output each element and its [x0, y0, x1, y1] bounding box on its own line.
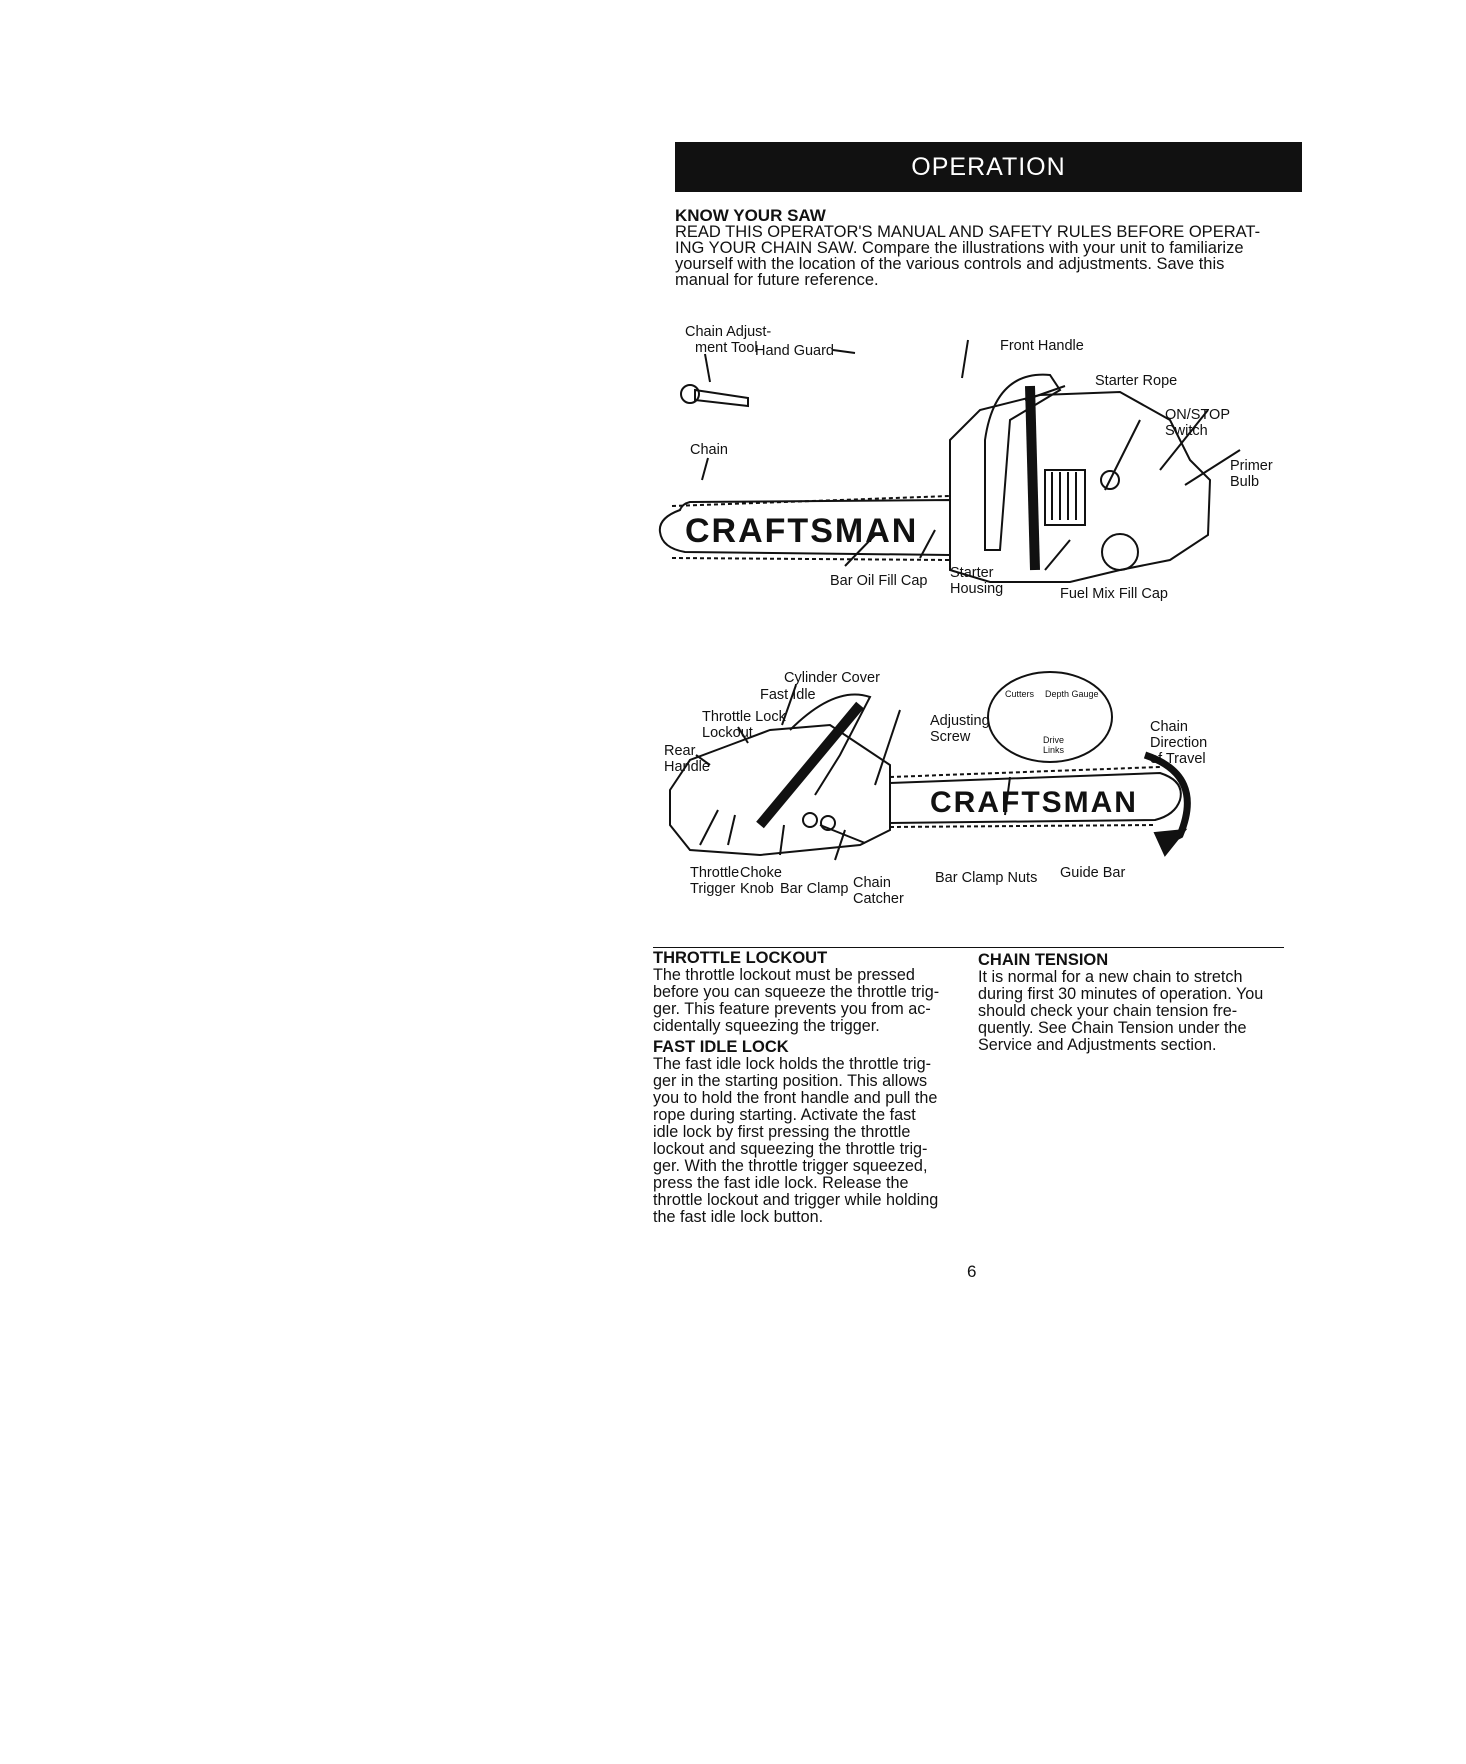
label-chain: Chain — [690, 442, 728, 458]
label-bar-clamp-nuts: Bar Clamp Nuts — [935, 870, 1038, 886]
label-guide-bar: Guide Bar — [1060, 865, 1126, 881]
label-on-stop-switch: ON/STOP — [1165, 407, 1230, 423]
chain-tension-heading: CHAIN TENSION — [978, 951, 1109, 969]
label-drive-links: Links — [1043, 745, 1065, 755]
body-line: lockout and squeezing the throttle trig- — [653, 1140, 928, 1158]
label-primer-bulb: Primer — [1230, 458, 1273, 474]
body-line: you to hold the front handle and pull the — [653, 1089, 938, 1107]
label-cylinder-cover: Cylinder Cover — [784, 670, 880, 686]
body-line: quently. See Chain Tension under the — [978, 1019, 1247, 1037]
page-number: 6 — [967, 1262, 977, 1281]
label-chain-adjust-tool: ment Tool — [695, 340, 758, 356]
right-column — [978, 952, 1284, 1054]
adjust-tool-shape — [681, 385, 748, 406]
front-handle-bar — [1030, 386, 1035, 570]
label-chain-catcher: Chain — [853, 875, 891, 891]
throttle-lockout-heading: THROTTLE LOCKOUT — [653, 949, 828, 967]
label-cutters: Cutters — [1005, 689, 1035, 699]
body-line: ger. With the throttle trigger squeezed, — [653, 1157, 928, 1175]
intro-heading: KNOW YOUR SAW — [675, 206, 826, 225]
section-banner — [675, 142, 1302, 192]
label-on-stop-switch: Switch — [1165, 423, 1208, 439]
bar-nut — [803, 813, 817, 827]
label-chain-direction: Chain — [1150, 719, 1188, 735]
body-line: should check your chain tension fre- — [978, 1002, 1238, 1020]
label-drive-links: Drive — [1043, 735, 1065, 745]
body-line: idle lock by first pressing the throttle — [653, 1123, 911, 1141]
intro-line: manual for future reference. — [675, 271, 879, 289]
label-chain-adjust-tool: Chain Adjust- — [685, 324, 772, 340]
body-line: cidentally squeezing the trigger. — [653, 1017, 880, 1035]
label-throttle-trigger: Trigger — [690, 881, 736, 897]
label-front-handle: Front Handle — [1000, 338, 1084, 354]
intro-block — [675, 208, 1285, 288]
handle-hoop — [985, 375, 1060, 550]
label-hand-guard: Hand Guard — [755, 343, 834, 359]
left-column — [653, 950, 958, 1226]
body-line: during first 30 minutes of operation. You — [978, 985, 1264, 1003]
saw-body-outline — [670, 725, 890, 855]
label-starter-housing: Housing — [950, 581, 1004, 597]
label-throttle-trigger: Throttle — [690, 865, 740, 881]
body-line: ger. This feature prevents you from ac- — [653, 1000, 931, 1018]
section-title: OPERATION — [911, 152, 1066, 181]
body-line: before you can squeeze the throttle trig- — [653, 983, 940, 1001]
label-adjusting-screw: Adjusting — [930, 713, 990, 729]
body-line: rope during starting. Activate the fast — [653, 1106, 916, 1124]
body-line: The throttle lockout must be pressed — [653, 966, 915, 984]
label-choke-knob: Choke — [740, 865, 782, 881]
fuel-cap-shape — [1102, 534, 1138, 570]
body-line: The fast idle lock holds the throttle trig- — [653, 1055, 932, 1073]
label-chain-direction: Direction — [1150, 735, 1208, 751]
intro-line: READ THIS OPERATOR'S MANUAL AND SAFETY RULES BEFORE OPERAT- — [675, 223, 1261, 241]
body-line: press the fast idle lock. Release the — [653, 1174, 909, 1192]
fast-idle-lock-heading: FAST IDLE LOCK — [653, 1038, 789, 1056]
label-choke-knob: Knob — [740, 881, 774, 897]
body-line: Service and Adjustments section. — [978, 1036, 1217, 1054]
chainsaw-diagram-bottom — [660, 665, 1220, 930]
section-rule — [653, 947, 1284, 948]
label-starter-rope: Starter Rope — [1095, 373, 1178, 389]
label-adjusting-screw: Screw — [930, 729, 971, 745]
body-line: the fast idle lock button. — [653, 1208, 824, 1226]
label-throttle-lockout: Throttle Lock — [702, 709, 786, 725]
body-line: throttle lockout and trigger while holding — [653, 1191, 939, 1209]
brand-logo: CRAFTSMAN — [930, 786, 1138, 819]
label-primer-bulb: Bulb — [1230, 474, 1260, 490]
intro-line: ING YOUR CHAIN SAW. Compare the illustrations with your unit to familiarize — [675, 239, 1244, 257]
body-line: It is normal for a new chain to stretch — [978, 968, 1243, 986]
label-fast-idle: Fast Idle — [760, 687, 816, 703]
label-rear-handle: Handle — [664, 759, 710, 775]
label-depth-gauge: Depth Gauge — [1045, 689, 1099, 699]
chainsaw-diagram-top — [650, 320, 1290, 650]
label-chain-direction: of Travel — [1150, 751, 1206, 767]
label-fuel-mix-fill-cap: Fuel Mix Fill Cap — [1060, 586, 1168, 602]
label-bar-clamp: Bar Clamp — [780, 881, 849, 897]
brand-logo: CRAFTSMAN — [685, 512, 919, 550]
label-bar-oil-fill-cap: Bar Oil Fill Cap — [830, 573, 928, 589]
label-chain-catcher: Catcher — [853, 891, 904, 907]
label-throttle-lockout: Lockout — [702, 725, 753, 741]
label-starter-housing: Starter — [950, 565, 994, 581]
label-rear-handle: Rear — [664, 743, 696, 759]
body-line: ger in the starting position. This allows — [653, 1072, 928, 1090]
intro-line: yourself with the location of the various controls and adjustments. Save this — [675, 255, 1225, 273]
